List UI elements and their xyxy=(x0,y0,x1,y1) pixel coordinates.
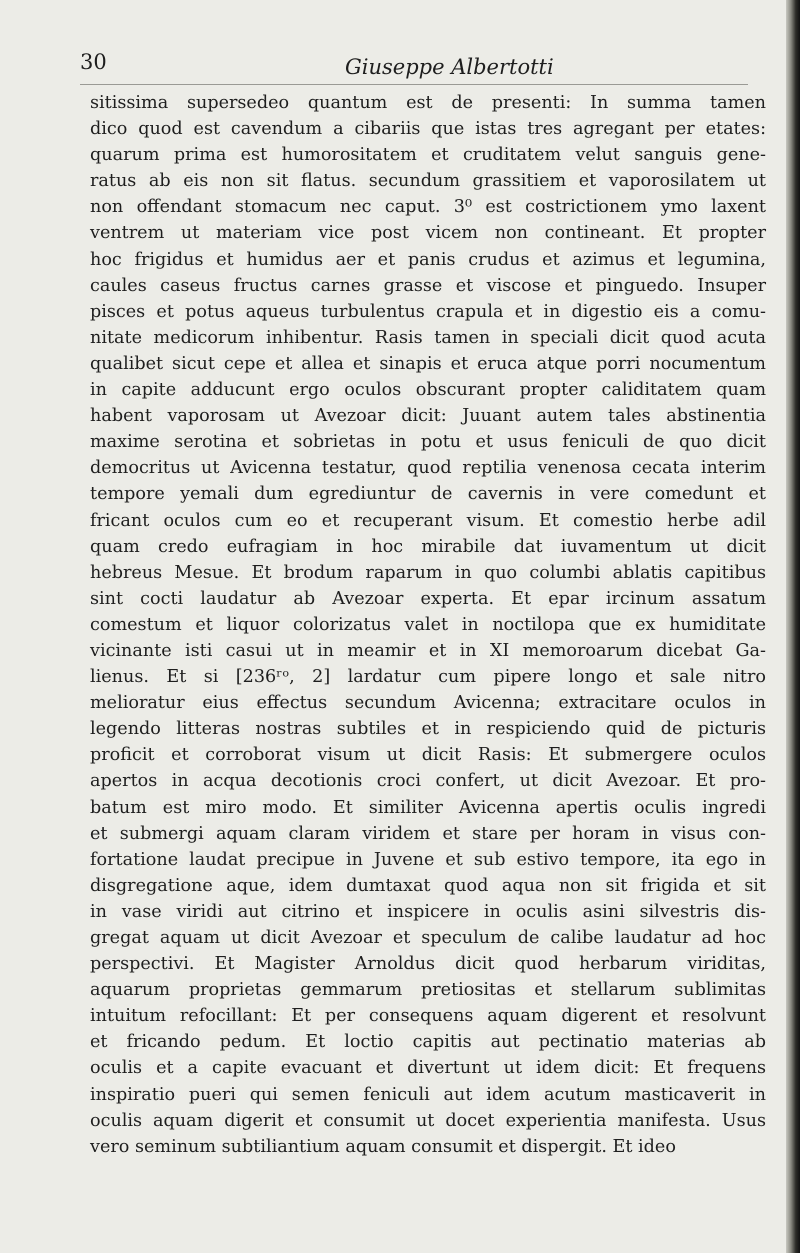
text-line: pisces et potus aqueus turbulentus crapula et in digestio eis a comu- xyxy=(90,301,766,322)
text-line: sitissima supersedeo quantum est de presenti: In summa tamen xyxy=(90,93,766,113)
text-line: et fricando pedum. Et loctio capitis aut pectinatio materias ab xyxy=(90,1032,766,1053)
text-line: hebreus Mesue. Et brodum raparum in quo columbi ablatis capitibus xyxy=(90,562,766,583)
page-edge-shadow xyxy=(786,0,800,1253)
text-line: non offendant stomacum nec caput. 3⁰ est costrictionem ymo laxent xyxy=(90,197,766,218)
text-line: fricant oculos cum eo et recuperant visum. Et comestio herbe adil xyxy=(90,510,766,531)
text-line: apertos in acqua decotionis croci confert, ut dicit Avezoar. Et pro- xyxy=(90,771,766,792)
text-line: dico quod est cavendum a cibariis que istas tres agregant per etates: xyxy=(90,119,766,140)
text-line: oculis et a capite evacuant et divertunt ut idem dicit: Et frequens xyxy=(90,1058,766,1079)
text-line: oculis aquam digerit et consumit ut docet experientia manifesta. Usus xyxy=(90,1110,766,1131)
text-line: tempore yemali dum egrediuntur de cavernis in vere comedunt et xyxy=(90,484,766,505)
text-line: legendo litteras nostras subtiles et in respiciendo quid de picturis xyxy=(90,719,766,740)
text-line: ventrem ut materiam vice post vicem non contineant. Et propter xyxy=(90,223,766,244)
text-line: et submergi aquam claram viridem et stare per horam in visus con- xyxy=(90,823,766,844)
text-line: comestum et liquor colorizatus valet in noctilopa que ex humiditate xyxy=(90,614,766,635)
text-line: inspiratio pueri qui semen feniculi aut idem acutum masticaverit in xyxy=(90,1084,766,1105)
text-line: democritus ut Avicenna testatur, quod reptilia venenosa cecata interim xyxy=(90,458,766,479)
text-line: qualibet sicut cepe et allea et sinapis et eruca atque porri nocumentum xyxy=(90,353,766,374)
text-line: proficit et corroborat visum ut dicit Rasis: Et submergere oculos xyxy=(90,745,766,766)
text-line: nitate medicorum inhibentur. Rasis tamen in speciali dicit quod acuta xyxy=(90,327,766,348)
text-line: aquarum proprietas gemmarum pretiositas et stellarum sublimitas xyxy=(90,980,766,1001)
body-text xyxy=(90,90,766,1160)
text-line: maxime serotina et sobrietas in potu et usus feniculi de quo dicit xyxy=(90,432,766,453)
running-head: Giuseppe Albertotti xyxy=(345,55,554,79)
text-line: intuitum refocillant: Et per consequens aquam digerent et resolvunt xyxy=(90,1006,766,1027)
text-line: habent vaporosam ut Avezoar dicit: Juuant autem tales abstinentia xyxy=(90,406,766,427)
text-line: vicinante isti casui ut in meamir et in XI memoroarum dicebat Ga- xyxy=(90,640,766,661)
text-line: ratus ab eis non sit flatus. secundum grassitiem et vaporosilatem ut xyxy=(90,171,766,192)
text-line: lienus. Et si [236ʳᵒ, 2] lardatur cum pipere longo et sale nitro xyxy=(90,667,766,688)
header-rule xyxy=(80,84,748,85)
text-line: quarum prima est humorositatem et cruditatem velut sanguis gene- xyxy=(90,145,766,166)
text-line: perspectivi. Et Magister Arnoldus dicit quod herbarum viriditas, xyxy=(90,954,766,975)
text-line: in vase viridi aut citrino et inspicere in oculis asini silvestris dis- xyxy=(90,901,766,922)
text-line: sint cocti laudatur ab Avezoar experta. Et epar ircinum assatum xyxy=(90,588,766,609)
text-line: vero seminum subtiliantium aquam consumit et dispergit. Et ideo xyxy=(90,1136,676,1157)
text-line: gregat aquam ut dicit Avezoar et speculum de calibe laudatur ad hoc xyxy=(90,928,766,948)
text-line: melioratur eius effectus secundum Avicenna; extracitare oculos in xyxy=(90,693,766,714)
text-line: caules caseus fructus carnes grasse et viscose et pinguedo. Insuper xyxy=(90,275,766,296)
page-number: 30 xyxy=(80,50,107,74)
text-line: batum est miro modo. Et similiter Avicenna apertis oculis ingredi xyxy=(90,797,766,818)
text-line: disgregatione aque, idem dumtaxat quod aqua non sit frigida et sit xyxy=(90,875,766,896)
page-header xyxy=(80,50,750,90)
text-line: quam credo eufragiam in hoc mirabile dat iuvamentum ut dicit xyxy=(90,536,766,557)
text-line: hoc frigidus et humidus aer et panis crudus et azimus et legumina, xyxy=(90,249,766,270)
text-line: fortatione laudat precipue in Juvene et sub estivo tempore, ita ego in xyxy=(90,849,766,870)
text-line: in capite adducunt ergo oculos obscurant propter caliditatem quam xyxy=(90,380,766,401)
